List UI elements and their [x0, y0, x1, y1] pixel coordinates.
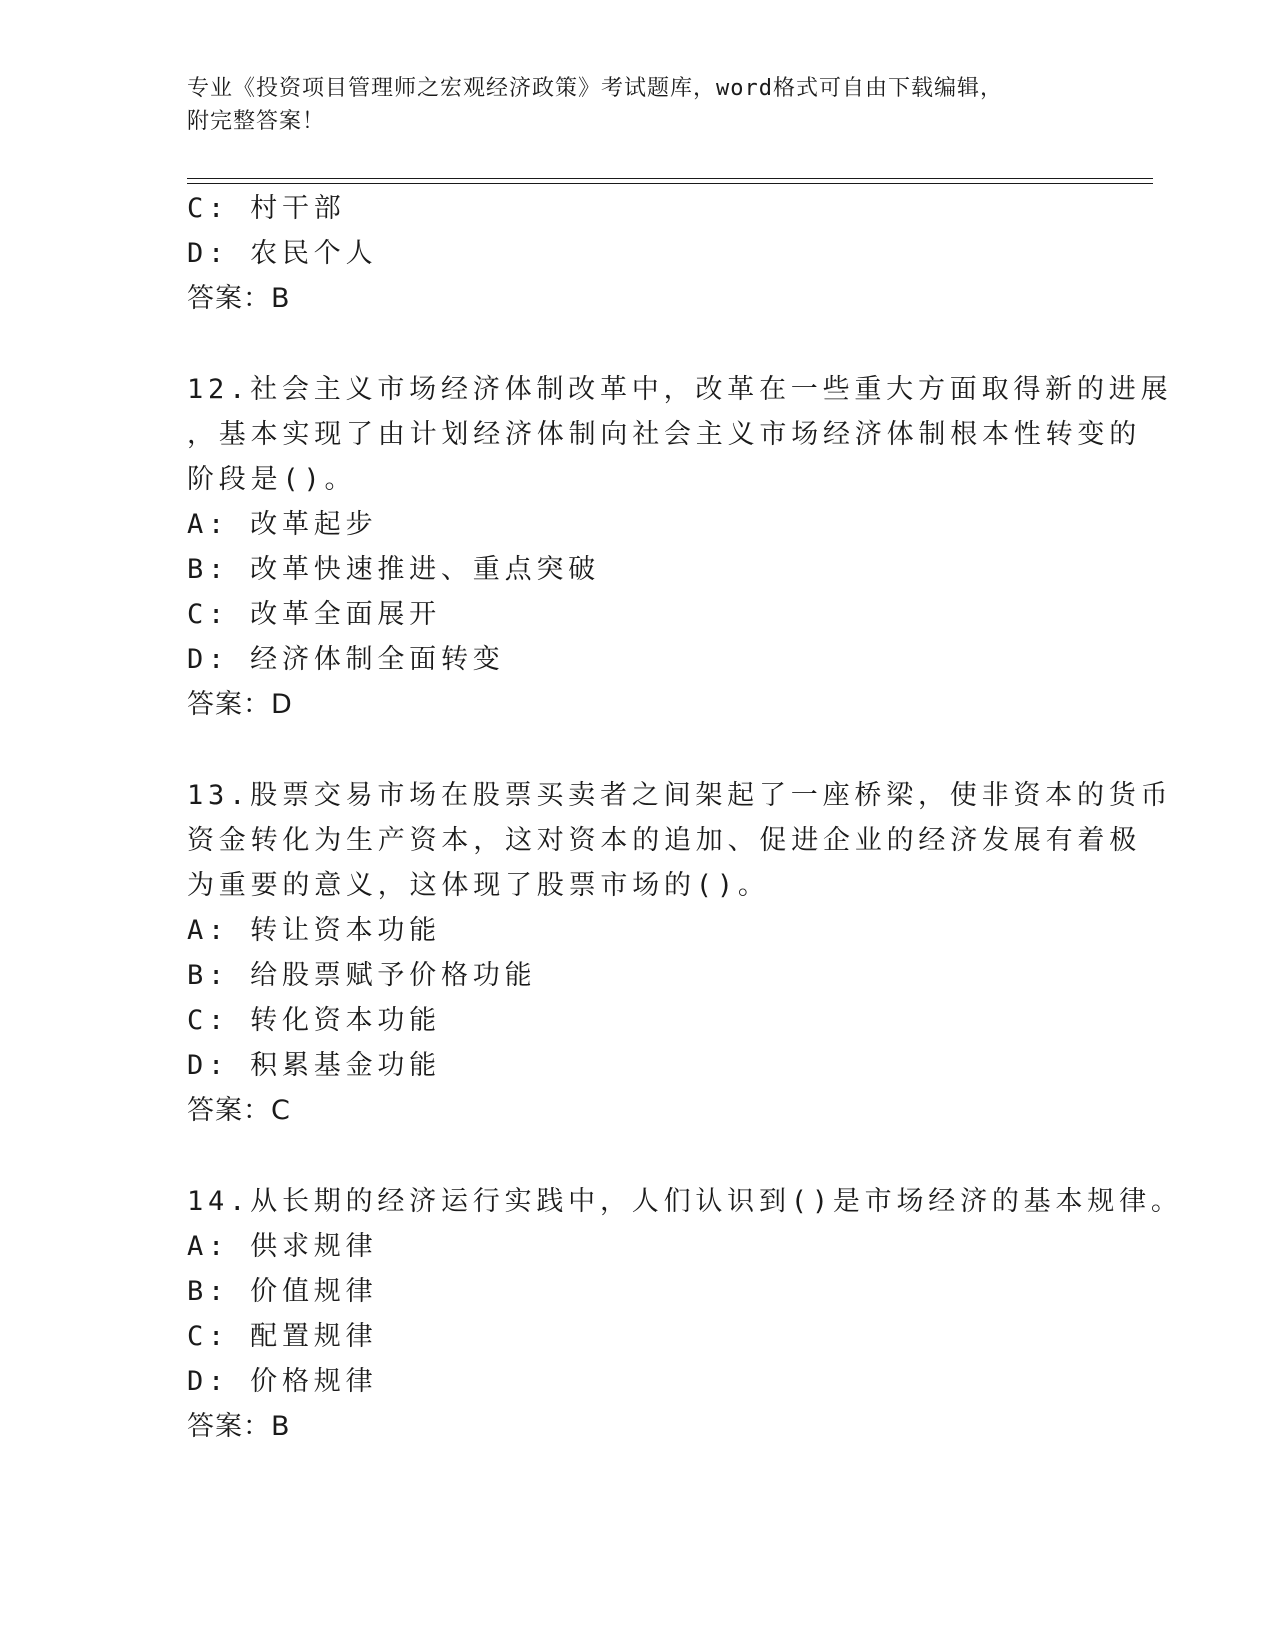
document-header [187, 72, 1087, 138]
header-line-1: 专业《投资项目管理师之宏观经济政策》考试题库，word格式可自由下载编辑， [187, 76, 1003, 101]
option-a: A: 改革起步 [187, 509, 378, 540]
option-c: C: 配置规律 [187, 1321, 378, 1352]
option-a: A: 转让资本功能 [187, 915, 441, 946]
header-line-2: 附完整答案！ [187, 109, 326, 134]
option-b: B: 价值规律 [187, 1276, 378, 1307]
question-text-line: 为重要的意义，这体现了股票市场的()。 [187, 870, 770, 901]
question-block-13 [187, 773, 1173, 1133]
spacer [187, 727, 1087, 773]
option-d: D: 经济体制全面转变 [187, 644, 505, 675]
option-b: B: 给股票赋予价格功能 [187, 960, 537, 991]
spacer [187, 1133, 1087, 1179]
header-rule-top [187, 178, 1153, 179]
question-text-line: 资金转化为生产资本，这对资本的追加、促进企业的经济发展有着极 [187, 825, 1141, 856]
option-d: D: 积累基金功能 [187, 1050, 441, 1081]
question-text-line: 12.社会主义市场经济体制改革中，改革在一些重大方面取得新的进展 [187, 374, 1173, 405]
question-block-12 [187, 367, 1173, 727]
question-text-line: 14.从长期的经济运行实践中，人们认识到()是市场经济的基本规律。 [187, 1186, 1183, 1217]
option-c: C: 转化资本功能 [187, 1005, 441, 1036]
option-d: D: 农民个人 [187, 238, 378, 269]
spacer [187, 321, 1087, 367]
header-rule-bottom [187, 183, 1153, 184]
question-block-14 [187, 1179, 1183, 1449]
answer-line: 答案：B [187, 1411, 291, 1442]
option-b: B: 改革快速推进、重点突破 [187, 554, 600, 585]
question-text-line: 13.股票交易市场在股票买卖者之间架起了一座桥梁，使非资本的货币 [187, 780, 1173, 811]
option-c: C: 改革全面展开 [187, 599, 441, 630]
answer-line: 答案：C [187, 1095, 291, 1126]
prev-question-block [187, 186, 1087, 321]
question-list [187, 186, 1183, 1449]
option-d: D: 价格规律 [187, 1366, 378, 1397]
answer-line: 答案：B [187, 283, 291, 314]
option-a: A: 供求规律 [187, 1231, 378, 1262]
answer-line: 答案：D [187, 689, 293, 720]
question-text-line: 阶段是()。 [187, 464, 357, 495]
option-c: C: 村干部 [187, 193, 346, 224]
question-text-line: ，基本实现了由计划经济体制向社会主义市场经济体制根本性转变的 [187, 419, 1141, 450]
